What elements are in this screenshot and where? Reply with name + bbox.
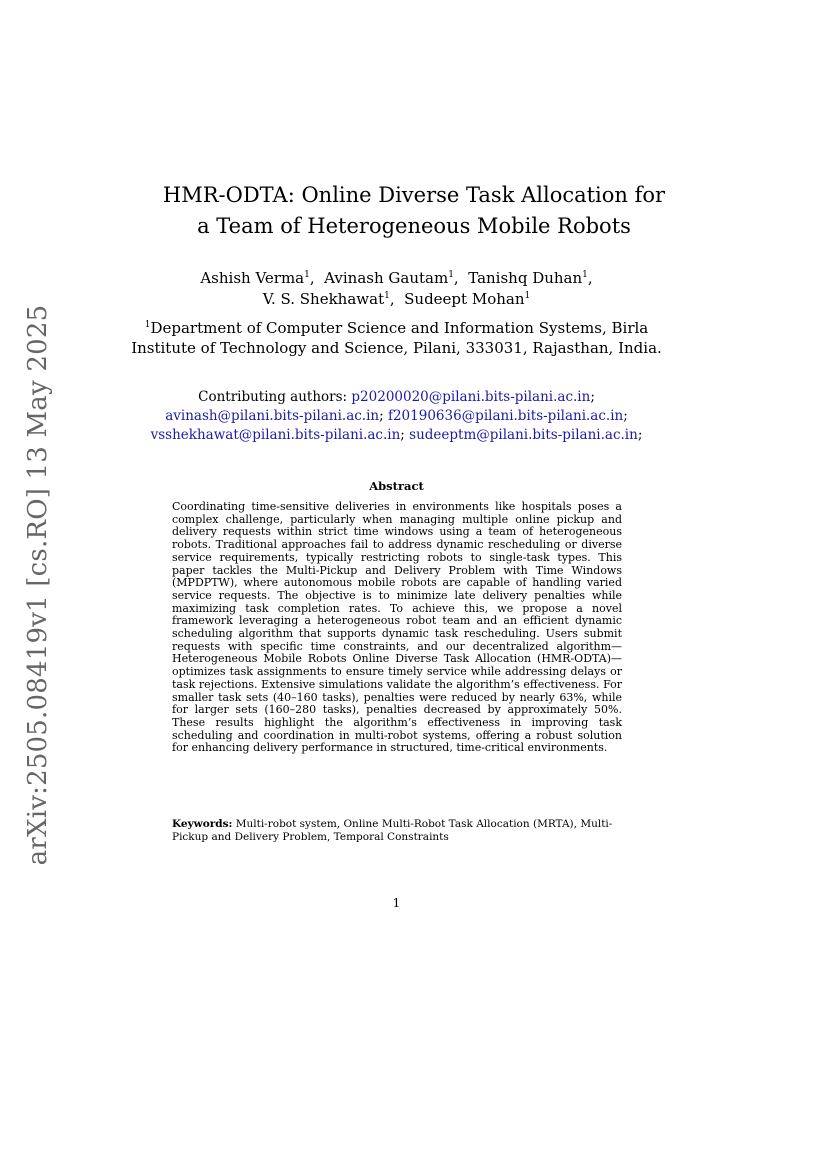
email-link[interactable]: sudeeptm@pilani.bits-pilani.ac.in xyxy=(409,427,638,443)
abstract-heading: Abstract xyxy=(369,479,424,493)
arxiv-sidebar-stamp: arXiv:2505.08419v1 [cs.RO] 13 May 2025 xyxy=(23,304,53,866)
separator: ; xyxy=(590,389,595,405)
keywords xyxy=(172,818,622,844)
abstract-text: Coordinating time-sensitive deliveries in environments like hospitals poses a complex challenge, particularly when managing multiple online pickup and delivery requests within strict time windows using a team of heterogeneous robots. Traditional approaches fail to address dynamic rescheduling or diverse service requirements, typically restricting robots to single-task types. This paper tackles the Multi-Pickup and Delivery Problem with Time Windows (MPDPTW), where autonomous mobile robots are capable of handling varied service requests. The objective is to minimize late delivery penalties while maximizing task completion rates. To achieve this, we propose a novel framework leveraging a heterogeneous robot team and an efficient dynamic scheduling algorithm that supports dynamic task rescheduling. Users submit requests with specific time constraints, and our decentralized algorithm—Heterogeneous Mobile Robots Online Diverse Task Allocation (HMR-ODTA)—optimizes task assignments to ensure timely service while addressing delays or task rejections. Extensive simulations validate the algorithm’s effectiveness. For smaller task sets (40–160 tasks), penalties were reduced by nearly 63%, while for larger sets (160–280 tasks), penalties decreased by approximately 50%. These results highlight the algorithm’s effectiveness in improving task scheduling and coordination in multi-robot systems, offering a robust solution for enhancing delivery performance in structured, time-critical environments. xyxy=(172,500,622,755)
author-name: Avinash Gautam xyxy=(324,269,449,287)
separator: ; xyxy=(379,408,384,424)
affiliation-text: Department of Computer Science and Information Systems, Birla xyxy=(150,319,649,337)
title-line-1: HMR-ODTA: Online Diverse Task Allocation for xyxy=(162,183,666,207)
email-link[interactable]: avinash@pilani.bits-pilani.ac.in xyxy=(165,408,380,424)
page-number: 1 xyxy=(392,896,401,910)
email-link[interactable]: f20190636@pilani.bits-pilani.ac.in xyxy=(387,408,624,424)
author-affiliation-mark: 1 xyxy=(384,291,390,301)
email-link[interactable]: p20200020@pilani.bits-pilani.ac.in xyxy=(351,389,591,405)
contact-label: Contributing authors: xyxy=(198,389,348,405)
keywords-text: Multi-robot system, Online Multi-Robot Task Allocation (MRTA), Multi-Pickup and Delivery Problem, Temporal Constraints xyxy=(172,818,613,843)
separator: ; xyxy=(400,427,405,443)
paper-title xyxy=(0,180,828,242)
separator: ; xyxy=(623,408,628,424)
separator: ; xyxy=(637,427,643,443)
affiliation-line-1 xyxy=(0,318,793,338)
title-line-2: a Team of Heterogeneous Mobile Robots xyxy=(197,214,631,238)
author-affiliation-mark: 1 xyxy=(304,270,310,280)
author-affiliation-mark: 1 xyxy=(582,270,588,280)
contact-block xyxy=(0,388,793,445)
author-name: Sudeept Mohan xyxy=(404,290,525,308)
email-link[interactable]: vsshekhawat@pilani.bits-pilani.ac.in xyxy=(150,427,401,443)
author-line-1: Ashish Verma$^1$, Avinash Gautam$^1$, Tanishq Duhan$^1$, xyxy=(200,269,593,287)
author-affiliation-mark: 1 xyxy=(524,291,531,301)
author-affiliation-mark: 1 xyxy=(448,270,454,280)
author-list xyxy=(0,268,793,310)
author-name: V. S. Shekhawat xyxy=(262,290,385,308)
contact-line-3 xyxy=(0,426,793,445)
affiliation-line-2: Institute of Technology and Science, Pilani, 333031, Rajasthan, India. xyxy=(131,339,662,357)
author-line-2: V. S. Shekhawat$^1$, Sudeept Mohan$^1$ xyxy=(262,290,531,308)
contact-line-2 xyxy=(0,407,793,426)
author-name: Ashish Verma xyxy=(200,269,305,287)
keywords-label: Keywords: xyxy=(172,818,233,830)
author-name: Tanishq Duhan xyxy=(468,269,583,287)
affiliation-mark: 1 xyxy=(144,320,151,330)
affiliation xyxy=(0,318,793,358)
contact-line-1 xyxy=(0,388,793,407)
